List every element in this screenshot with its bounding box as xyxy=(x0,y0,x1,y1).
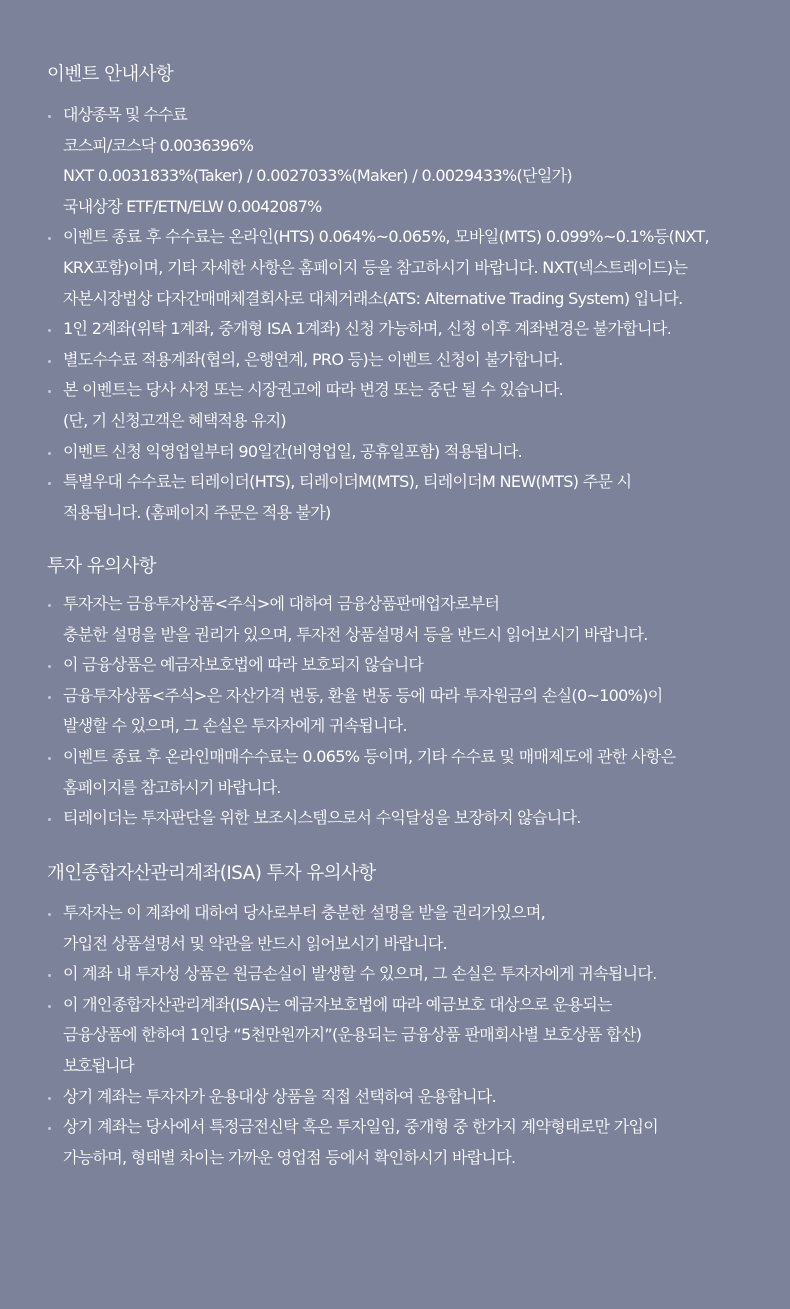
bullet-dot xyxy=(48,452,51,455)
bullet-dot xyxy=(48,696,51,699)
section-title: 개인종합자산관리계좌(ISA) 투자 유의사항 xyxy=(47,863,376,884)
list-item xyxy=(47,375,790,436)
list-item xyxy=(47,1082,790,1113)
item-line: 투자자는 금융투자상품<주식>에 대하여 금융상품판매업자로부터 xyxy=(63,594,500,613)
bullet-dot xyxy=(48,1005,51,1008)
list-item xyxy=(47,959,790,990)
list-item xyxy=(47,589,790,650)
list-item xyxy=(47,650,790,681)
item-line: 티레이더는 투자판단을 위한 보조시스템으로서 수익달성을 보장하지 않습니다. xyxy=(63,808,581,828)
list-item xyxy=(47,742,790,803)
item-line: 투자자는 이 계좌에 대하여 당사로부터 충분한 설명을 받을 권리가있으며, xyxy=(63,903,546,922)
list-item xyxy=(47,314,790,345)
item-line: 대상종목 및 수수료 xyxy=(63,105,187,124)
item-line: 상기 계좌는 당사에서 특정금전신탁 혹은 투자일임, 중개형 중 한가지 계약형태로만 가입이 xyxy=(63,1117,659,1137)
list-item xyxy=(47,898,790,959)
item-line: 이 개인종합자산관리계좌(ISA)는 예금자보호법에 따라 예금보호 대상으로 운용되는 xyxy=(63,994,612,1014)
section-title: 이벤트 안내사항 xyxy=(47,64,174,85)
bullet-dot xyxy=(48,115,51,118)
item-line: 이벤트 신청 익영업일부터 90일간(비영업일, 공휴일포함) 적용됩니다. xyxy=(63,441,522,461)
bullet-dot xyxy=(48,974,51,977)
list-item xyxy=(47,345,790,376)
section-title: 투자 유의사항 xyxy=(47,556,156,577)
item-line: 금융투자상품<주식>은 자산가격 변동, 환율 변동 등에 따라 투자원금의 손실(0~100%)이 xyxy=(63,685,663,705)
item-line: 이벤트 종료 후 수수료는 온라인(HTS) 0.064%~0.065%, 모바일(MTS) 0.099%~0.1%등(NXT, xyxy=(63,227,709,247)
item-line: 금융상품에 한하여 1인당 “5천만원까지”(운용되는 금융상품 판매회사별 보호상품 합산) xyxy=(63,1025,642,1045)
item-line: 가능하며, 형태별 차이는 가까운 영업점 등에서 확인하시기 바랍니다. xyxy=(63,1147,516,1167)
list-item xyxy=(47,222,790,314)
item-line: 이 금융상품은 예금자보호법에 따라 보호되지 않습니다 xyxy=(63,655,424,675)
bullet-dot xyxy=(48,604,51,607)
item-line: 별도수수료 적용계좌(협의, 은행연계, PRO 등)는 이벤트 신청이 불가합니다. xyxy=(63,349,563,369)
list-item xyxy=(47,100,790,222)
item-line: 상기 계좌는 투자자가 운용대상 상품을 직접 선택하여 운용합니다. xyxy=(63,1086,497,1106)
item-line: 자본시장법상 다자간매매체결회사로 대체거래소(ATS: Alternative Trading System) 입니다. xyxy=(63,288,683,308)
item-line: 본 이벤트는 당사 사정 또는 시장권고에 따라 변경 또는 중단 될 수 있습니다. xyxy=(63,380,563,400)
item-line: 홈페이지를 참고하시기 바랍니다. xyxy=(63,777,281,797)
item-line: 이벤트 종료 후 온라인매매수수료는 0.065% 등이며, 기타 수수료 및 매매제도에 관한 사항은 xyxy=(63,746,676,766)
bullet-dot xyxy=(48,390,51,393)
bullet-dot xyxy=(48,237,51,240)
item-line: (단, 기 신청고객은 혜택적용 유지) xyxy=(63,410,286,430)
list-item xyxy=(47,681,790,742)
list-item xyxy=(47,1112,790,1173)
bullet-dot xyxy=(48,818,51,821)
bullet-dot xyxy=(48,1127,51,1130)
item-line: 특별우대 수수료는 티레이더(HTS), 티레이더M(MTS), 티레이더M NEW(MTS) 주문 시 xyxy=(63,472,632,492)
bullet-dot xyxy=(48,665,51,668)
bullet-dot xyxy=(48,913,51,916)
list-item xyxy=(47,437,790,468)
item-line: KRX포함)이며, 기타 자세한 사항은 홈페이지 등을 참고하시기 바랍니다. NXT(넥스트레이드)는 xyxy=(63,257,688,277)
investment-caution-list xyxy=(47,589,790,834)
list-item xyxy=(47,467,790,528)
bullet-dot xyxy=(48,360,51,363)
list-item xyxy=(47,990,790,1082)
item-line: 적용됩니다. (홈페이지 주문은 적용 불가) xyxy=(63,502,331,522)
bullet-dot xyxy=(48,1097,51,1100)
list-item xyxy=(47,803,790,834)
item-line: NXT 0.0031833%(Taker) / 0.0027033%(Maker) / 0.0029433%(단일가) xyxy=(63,166,573,186)
item-line: 국내상장 ETF/ETN/ELW 0.0042087% xyxy=(63,196,322,216)
item-line: 보호됩니다 xyxy=(63,1055,134,1075)
item-line: 이 계좌 내 투자성 상품은 원금손실이 발생할 수 있으며, 그 손실은 투자자에게 귀속됩니다. xyxy=(63,964,657,984)
item-line: 1인 2계좌(위탁 1계좌, 중개형 ISA 1계좌) 신청 가능하며, 신청 이후 계좌변경은 불가합니다. xyxy=(63,319,672,339)
isa-caution-list xyxy=(47,898,790,1173)
bullet-dot xyxy=(48,757,51,760)
bullet-dot xyxy=(48,482,51,485)
event-notice-list xyxy=(47,100,790,528)
item-line: 발생할 수 있으며, 그 손실은 투자자에게 귀속됩니다. xyxy=(63,716,407,736)
bullet-dot xyxy=(48,329,51,332)
item-line: 코스피/코스닥 0.0036396% xyxy=(63,135,254,155)
item-line: 충분한 설명을 받을 권리가 있으며, 투자전 상품설명서 등을 반드시 읽어보시기 바랍니다. xyxy=(63,624,648,644)
item-line: 가입전 상품설명서 및 약관을 반드시 읽어보시기 바랍니다. xyxy=(63,933,447,953)
